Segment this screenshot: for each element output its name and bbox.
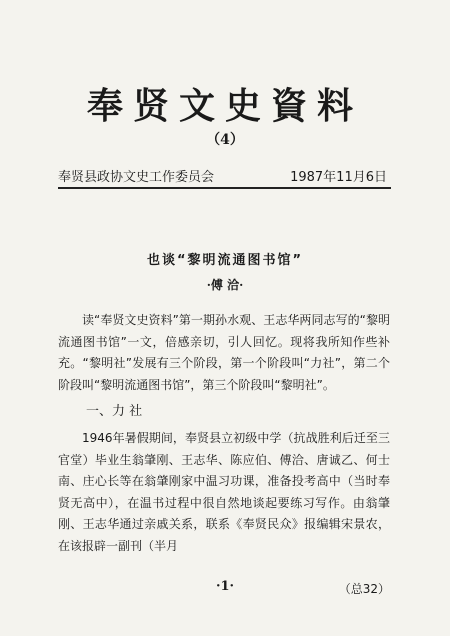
publication-title: 奉贤文史資料 — [86, 86, 363, 127]
article-title: 也谈“黎明流通图书馆” — [146, 253, 304, 268]
publisher: 奉贤县政协文史工作委员会 — [58, 170, 215, 185]
article-author: ·傅 洽· — [206, 278, 244, 292]
paragraph-body: 1946年暑假期间，奉贤县立初级中学（抗战胜利后迁至三官堂）毕业生翁肇刚、王志华、陈应伯、傅洽、唐诚乙、何士南、庄心长等在翁肇刚家中温习功课，准备投考高中（当时奉贤无高中），在温书过程中很自然地谈起要练习写作。由翁肇刚、王志华通过亲戚关系，联系《奉贤民众》报编辑宋景农，在该报辟一副刊（半月 — [58, 431, 390, 553]
section-heading: 一、力 社 — [86, 404, 143, 419]
total-page-number: （总32） — [338, 582, 390, 596]
publication-date: 1987年11月6日 — [290, 170, 387, 185]
paragraph-intro: 读“奉贤文史资料”第一期孙水观、王志华两同志写的“黎明流通图书馆”一文，倍感亲切，引人回忆。现将我所知作些补充。“黎明社”发展有三个阶段，第一个阶段叫“力社”，第二个阶段叫“黎明流通图书馆”，第三个阶段叫“黎明社”。 — [58, 313, 390, 392]
page-number: ·1· — [215, 579, 235, 594]
header-divider — [58, 187, 391, 189]
issue-number: （4） — [206, 132, 244, 148]
